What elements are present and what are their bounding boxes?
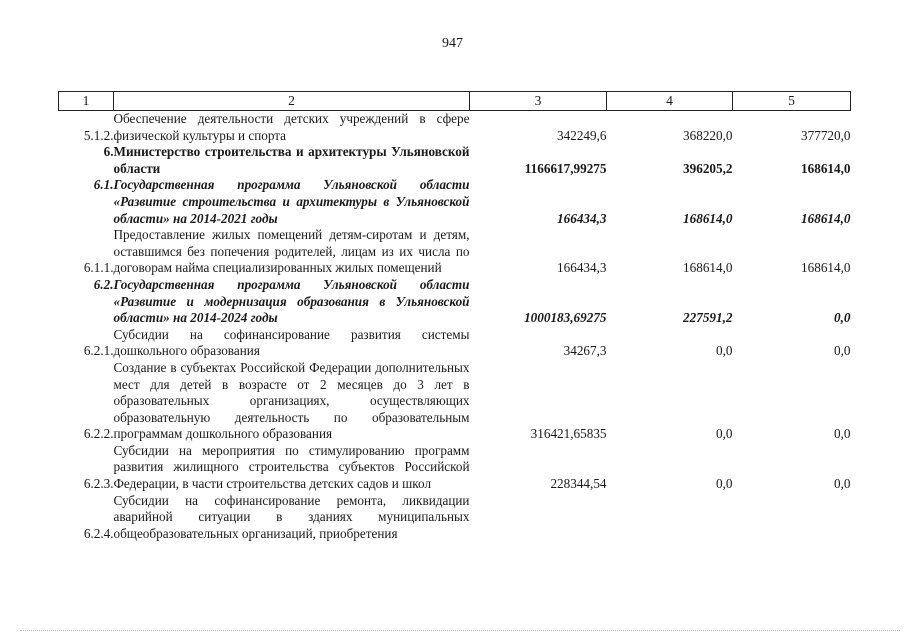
row-description: Министерство строительства и архитектуры Ульяновской области bbox=[113, 144, 470, 176]
row-value-col4: 227591,2 bbox=[683, 310, 733, 326]
row-value-col4: 168614,0 bbox=[683, 210, 733, 226]
table-row bbox=[59, 227, 851, 277]
row-number: 6.1. bbox=[93, 177, 114, 193]
row-description: Субсидии на софинансирование ремонта, ликвидации аварийной ситуации в зданиях муниципальных общеобразовательных организаций, приобретения bbox=[113, 492, 470, 541]
row-value-col3: 34267,3 bbox=[563, 343, 607, 359]
table-row bbox=[59, 493, 851, 543]
row-value-col5: 168614,0 bbox=[801, 210, 851, 226]
table-body bbox=[59, 111, 851, 543]
row-value-col5: 377720,0 bbox=[801, 127, 851, 143]
row-description: Обеспечение деятельности детских учреждений в сфере физической культуры и спорта bbox=[113, 111, 470, 143]
row-value-col3: 342249,6 bbox=[557, 127, 607, 143]
row-number: 6.2.2. bbox=[83, 426, 114, 442]
row-description: Государственная программа Ульяновской области «Развитие и модернизация образования в Ульяновской области» на 2014-2024 годы bbox=[113, 276, 470, 326]
row-number: 6.2.1. bbox=[83, 343, 114, 359]
row-value-col3 bbox=[470, 493, 607, 543]
row-value-col3: 166434,3 bbox=[557, 210, 607, 226]
table-row bbox=[59, 144, 851, 177]
scan-artifact-line bbox=[20, 630, 900, 631]
page-number: 947 bbox=[442, 36, 463, 51]
row-number: 6.2.4. bbox=[83, 525, 114, 541]
table-row bbox=[59, 111, 851, 145]
row-value-col4 bbox=[607, 493, 733, 543]
table-row bbox=[59, 177, 851, 227]
row-value-col5 bbox=[733, 493, 851, 543]
table-row bbox=[59, 327, 851, 360]
row-number: 6.1.1. bbox=[83, 260, 114, 276]
header-col-2: 2 bbox=[114, 92, 470, 111]
row-value-col3: 316421,65835 bbox=[530, 426, 607, 442]
row-description: Создание в субъектах Российской Федерации дополнительных мест для детей в возрасте от 2 месяцев до 3 лет в образовательных организациях, осуществляющих образовательную деятельность по образовательным программам дошкольного образования bbox=[113, 359, 470, 442]
row-number: 5.1.2. bbox=[83, 127, 114, 143]
row-value-col5: 168614,0 bbox=[801, 260, 851, 276]
row-value-col3: 166434,3 bbox=[557, 260, 607, 276]
header-col-4: 4 bbox=[607, 92, 733, 111]
row-number: 6. bbox=[103, 144, 114, 160]
row-value-col4: 368220,0 bbox=[683, 127, 733, 143]
row-value-col3: 1000183,69275 bbox=[524, 310, 607, 326]
row-value-col5: 0,0 bbox=[834, 426, 851, 442]
budget-table bbox=[58, 91, 851, 542]
row-description: Субсидии на мероприятия по стимулированию программ развития жилищного строительства субъектов Российской Федерации, в части строительства детских садов и школ bbox=[113, 442, 470, 492]
row-value-col5: 0,0 bbox=[834, 476, 851, 492]
row-description: Субсидии на софинансирование развития системы дошкольного образования bbox=[113, 326, 470, 359]
table-row bbox=[59, 277, 851, 327]
header-row bbox=[59, 92, 851, 111]
row-number: 6.2.3. bbox=[83, 476, 114, 492]
row-value-col4: 0,0 bbox=[716, 476, 733, 492]
row-value-col3: 228344,54 bbox=[550, 476, 607, 492]
header-col-5: 5 bbox=[733, 92, 851, 111]
row-value-col4: 396205,2 bbox=[683, 160, 733, 176]
header-col-3: 3 bbox=[470, 92, 607, 111]
row-value-col5: 0,0 bbox=[834, 343, 851, 359]
row-number: 6.2. bbox=[93, 276, 114, 292]
row-value-col3: 1166617,99275 bbox=[524, 160, 607, 176]
table-row bbox=[59, 360, 851, 443]
row-value-col5: 0,0 bbox=[834, 310, 851, 326]
row-description: Предоставление жилых помещений детям-сиротам и детям, оставшимся без попечения родителей, лицам из их числа по договорам найма специализированных жилых помещений bbox=[113, 227, 470, 276]
row-value-col4: 0,0 bbox=[716, 426, 733, 442]
row-description: Государственная программа Ульяновской области «Развитие строительства и архитектуры в Ульяновской области» на 2014-2021 годы bbox=[113, 177, 470, 226]
table-row bbox=[59, 443, 851, 493]
header-col-1: 1 bbox=[59, 92, 114, 111]
row-value-col4: 0,0 bbox=[716, 343, 733, 359]
row-value-col5: 168614,0 bbox=[801, 160, 851, 176]
row-value-col4: 168614,0 bbox=[683, 260, 733, 276]
